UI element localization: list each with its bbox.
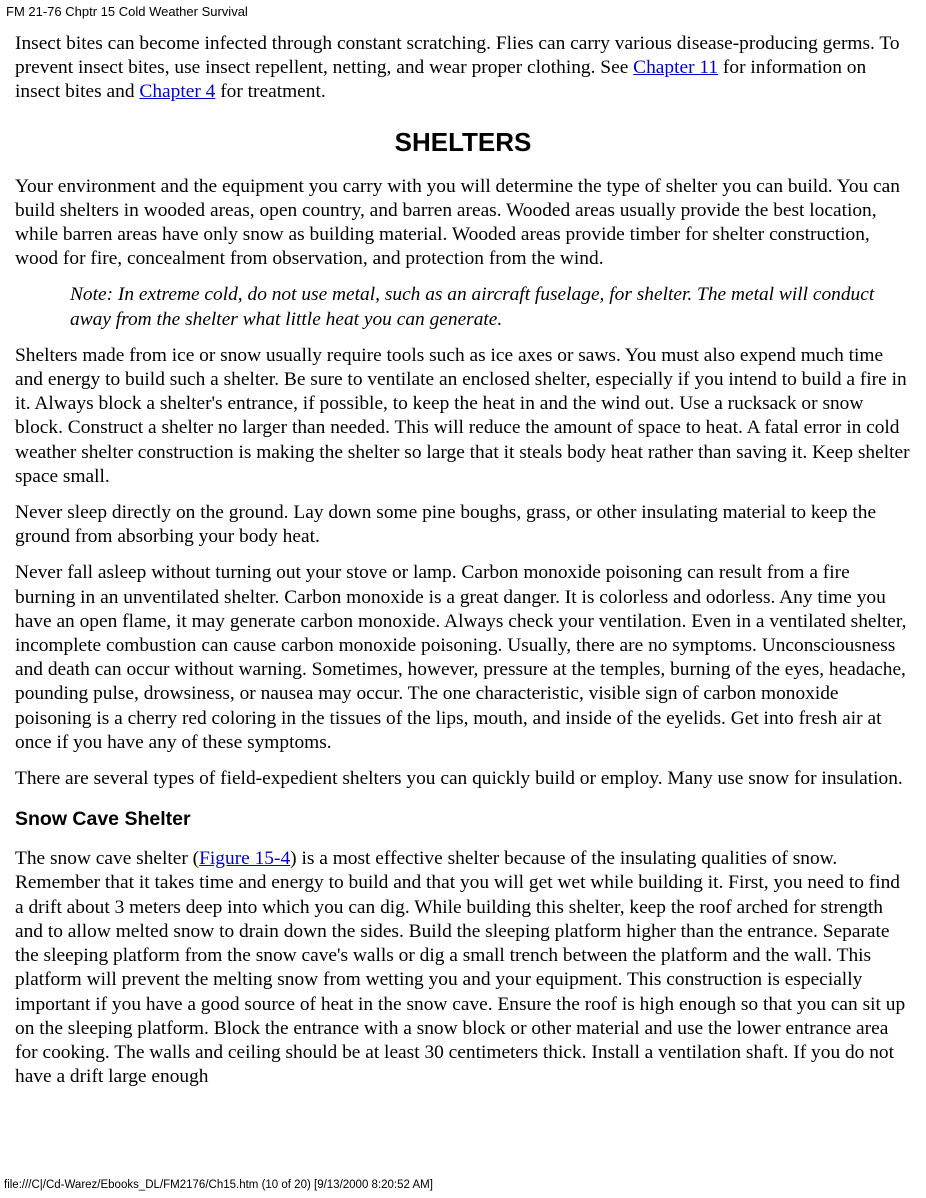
document-body [15, 32, 911, 1101]
snow-cave-text-before: The snow cave shelter ( [15, 848, 200, 870]
ground-insulation-paragraph: Never sleep directly on the ground. Lay down some pine boughs, grass, or other insulating material to keep the ground from absorbing your body heat. [15, 502, 877, 548]
intro-text-before: Insect bites can become infected through constant scratching. Flies can carry various disease-producing germs. To prevent insect bites, use insect repellent, netting, and wear proper clothing. See [15, 33, 900, 79]
intro-text-middle: for information on insect bites and [15, 57, 867, 103]
page-footer: file:///C|/Cd-Warez/Ebooks_DL/FM2176/Ch15.htm (10 of 20) [9/13/2000 8:20:52 AM] [4, 1179, 433, 1191]
carbon-monoxide-paragraph: Never fall asleep without turning out your stove or lamp. Carbon monoxide poisoning can result from a fire burning in an unventilated shelter. Carbon monoxide is a great danger. It is colorless and odorless. Any time you have an open flame, it may generate carbon monoxide. Always check your ventilation. Even in a ventilated shelter, incomplete combustion can cause carbon monoxide poisoning. Usually, there are no symptoms. Unconsciousness and death can occur without warning. Sometimes, however, pressure at the temples, burning of the eyes, headache, pounding pulse, drowsiness, or nausea may occur. The one characteristic, visible sign of carbon monoxide poisoning is a cherry red coloring in the tissues of the lips, mouth, and inside of the eyelids. Get into fresh air at once if you have any of these symptoms. [15, 562, 907, 753]
snow-cave-paragraph [15, 847, 911, 1089]
section-title: SHELTERS [394, 126, 532, 157]
field-expedient-paragraph: There are several types of field-expedient shelters you can quickly build or employ. Many use snow for insulation. [15, 768, 903, 790]
metal-note: Note: In extreme cold, do not use metal, such as an aircraft fuselage, for shelter. The metal will conduct away from the shelter what little heat you can generate. [70, 284, 875, 330]
shelter-environment-paragraph: Your environment and the equipment you carry with you will determine the type of shelter you can build. You can build shelters in wooded areas, open country, and barren areas. Wooded areas usually provide the best location, while barren areas have only snow as building material. Wooded areas provide timber for shelter construction, wood for fire, concealment from observation, and protection from the wind. [15, 175, 900, 270]
ice-snow-shelter-paragraph: Shelters made from ice or snow usually require tools such as ice axes or saws. You must also expend much time and energy to build such a shelter. Be sure to ventilate an enclosed shelter, especially if you intend to build a fire in it. Always block a shelter's entrance, if possible, to keep the heat in and the wind out. Use a rucksack or snow block. Construct a shelter no larger than needed. This will reduce the amount of space to heat. A fatal error in cold weather shelter construction is making the shelter so large that it steals body heat rather than saving it. Keep shelter space small. [15, 344, 910, 487]
subsection-title: Snow Cave Shelter [15, 808, 191, 831]
intro-paragraph [15, 32, 911, 105]
chapter-11-link[interactable]: Chapter 11 [633, 57, 719, 79]
chapter-4-link[interactable]: Chapter 4 [139, 81, 216, 103]
page-header: FM 21-76 Chptr 15 Cold Weather Survival [6, 4, 248, 19]
intro-text-after: for treatment. [215, 81, 326, 103]
snow-cave-text-after: ) is a most effective shelter because of the insulating qualities of snow. Remember that it takes time and energy to build and that you will get wet while building it. First, you need to find a drift about 3 meters deep into which you can dig. While building this shelter, keep the roof arched for strength and to allow melted snow to drain down the sides. Build the sleeping platform higher than the entrance. Separate the sleeping platform from the snow cave's walls or dig a small trench between the platform and the wall. This platform will prevent the melting snow from wetting you and your equipment. This construction is especially important if you have a good source of heat in the snow cave. Ensure the roof is high enough so that you can sit up on the sleeping platform. Block the entrance with a snow block or other material and use the lower entrance area for cooking. The walls and ceiling should be at least 30 centimeters thick. Install a ventilation shaft. If you do not have a drift large enough [15, 848, 906, 1088]
figure-15-4-link[interactable]: Figure 15-4 [199, 848, 291, 870]
